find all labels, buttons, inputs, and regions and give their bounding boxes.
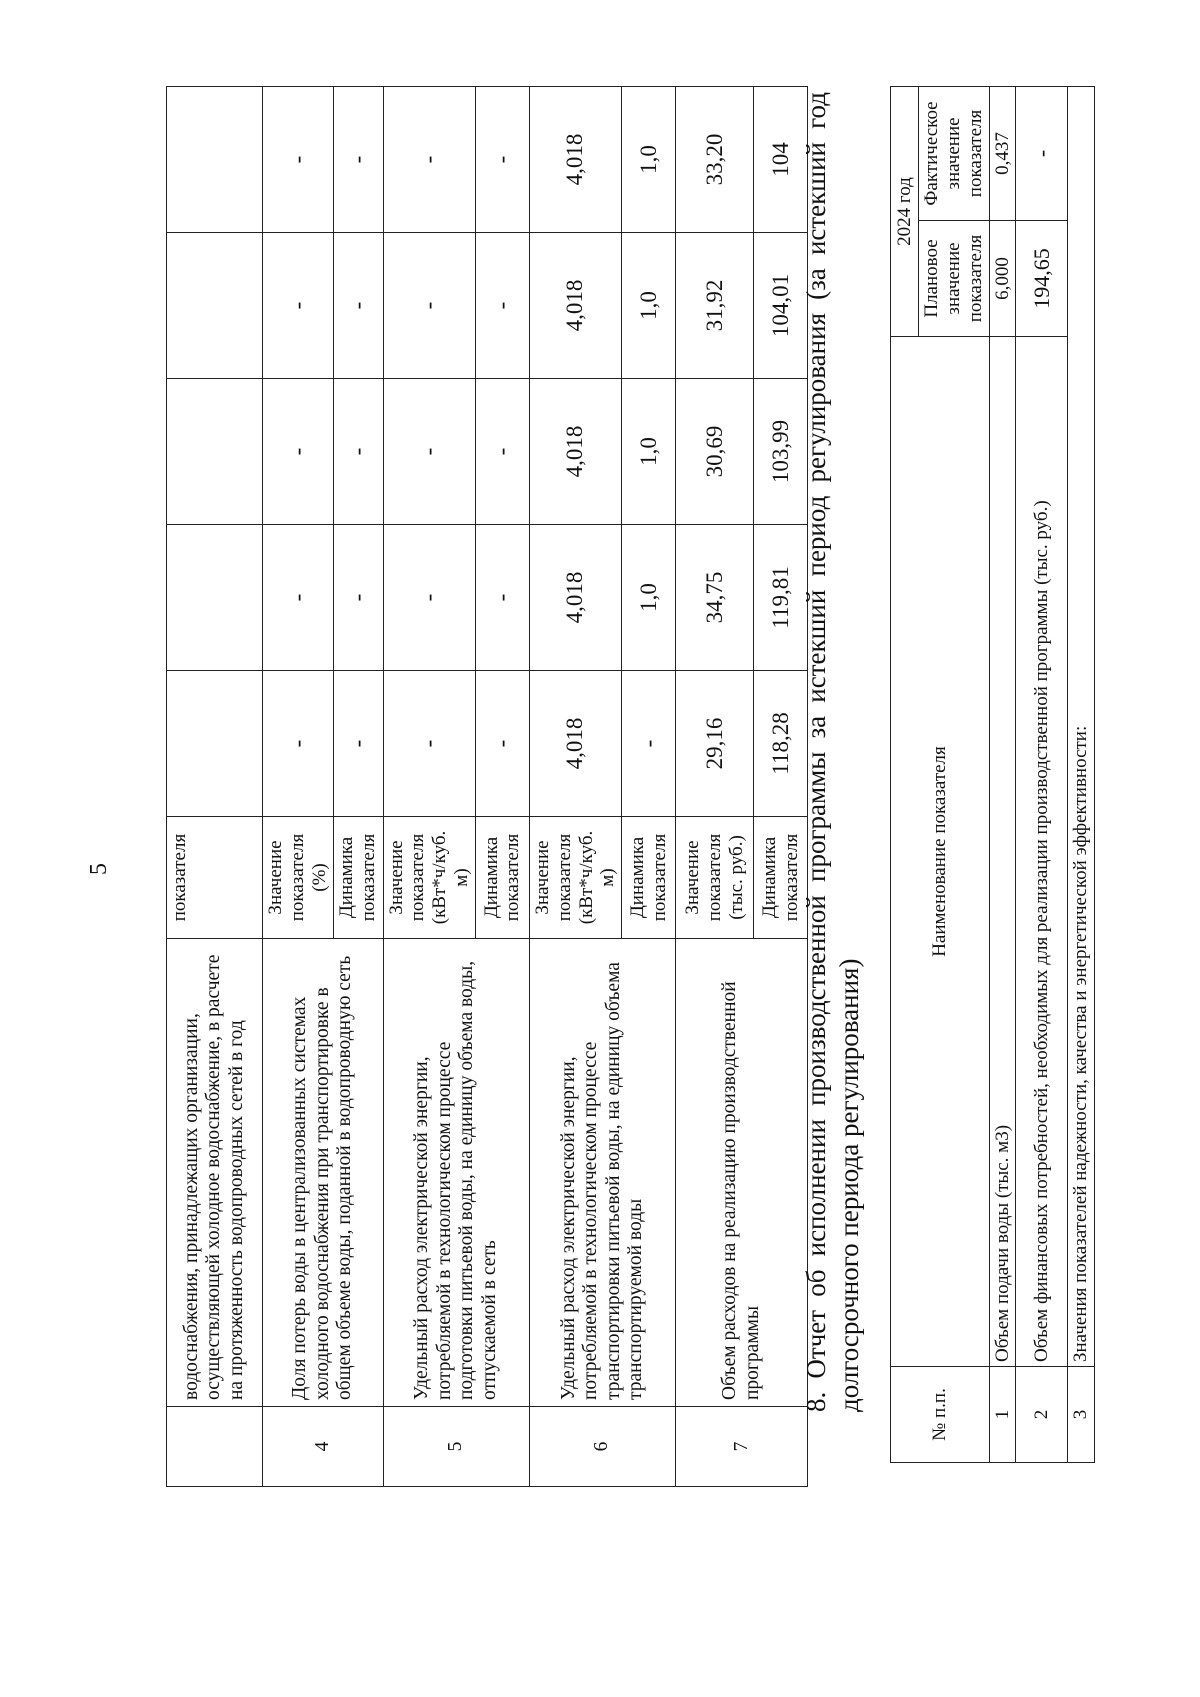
value-cell: - [333, 525, 383, 671]
table-cell [167, 1407, 263, 1487]
indicator-type: Динамика показателя [754, 817, 808, 939]
value-cell: 4,018 [529, 671, 621, 817]
table-row [383, 87, 475, 1487]
header-num: № п.п. [891, 1367, 990, 1463]
indicator-type: показателя [167, 817, 263, 939]
table-row [989, 86, 1016, 1462]
table-cell [167, 525, 263, 671]
value-cell: - [475, 87, 529, 233]
value-cell: - [475, 671, 529, 817]
value-cell: - [263, 233, 334, 379]
row-number: 1 [989, 1367, 1016, 1463]
indicator-name: Объем подачи воды (тыс. м3) [989, 337, 1016, 1367]
indicator-name: Объем финансовых потребностей, необходимых для реализации производственной программы (тыс. руб.) [1016, 337, 1068, 1367]
value-cell: - [383, 671, 475, 817]
row-number: 2 [1016, 1367, 1068, 1463]
indicator-type: Значение показателя (%) [263, 817, 334, 939]
indicator-type: Значение показателя (кВт*ч/куб. м) [529, 817, 621, 939]
section-heading-line1: 8. Отчет об исполнении производственной программы за истекший период регулирования (за истекший год [801, 92, 831, 1412]
value-cell: 1,0 [622, 233, 676, 379]
indicator-name: Объем расходов на реализацию производственной программы [676, 939, 808, 1407]
value-cell: - [333, 671, 383, 817]
value-cell: - [263, 671, 334, 817]
value-cell: 4,018 [529, 525, 621, 671]
value-cell: - [333, 379, 383, 525]
value-cell: - [475, 233, 529, 379]
indicator-type: Динамика показателя [475, 817, 529, 939]
header-year: 2024 год [891, 86, 919, 336]
indicator-name: Доля потерь воды в централизованных системах холодного водоснабжения при транспортировке в общем объеме воды, поданной в водопроводную сеть [263, 939, 384, 1407]
table-row [167, 87, 263, 1487]
section-heading [800, 92, 866, 1412]
row-number: 5 [383, 1407, 529, 1487]
section-heading-line2: долгосрочного периода регулирования) [834, 958, 864, 1412]
header-name: Наименование показателя [891, 337, 990, 1367]
value-cell: - [333, 233, 383, 379]
value-cell: - [383, 87, 475, 233]
value-cell: 119,81 [754, 525, 808, 671]
indicator-name: Удельный расход электрической энергии, потребляемой в технологическом процессе транспортировки питьевой воды, на единицу объема транспортируемой воды [529, 939, 675, 1407]
value-cell: - [263, 87, 334, 233]
indicator-type: Значение показателя (кВт*ч/куб. м) [383, 817, 475, 939]
plan-value: 6,000 [989, 221, 1016, 337]
table-row [891, 86, 919, 1462]
value-cell: 104,01 [754, 233, 808, 379]
fact-value: 0,437 [989, 86, 1016, 220]
value-cell: 4,018 [529, 233, 621, 379]
row-number: 7 [676, 1407, 808, 1487]
value-cell: 1,0 [622, 87, 676, 233]
value-cell: 103,99 [754, 379, 808, 525]
value-cell: 4,018 [529, 379, 621, 525]
value-cell: - [622, 671, 676, 817]
value-cell: 1,0 [622, 525, 676, 671]
value-cell: 4,018 [529, 87, 621, 233]
indicator-name: Удельный расход электрической энергии, потребляемой в технологическом процессе подготовки питьевой воды, на единицу объема воды, отпускаемой в сеть [383, 939, 529, 1407]
value-cell: 34,75 [676, 525, 754, 671]
value-cell: 1,0 [622, 379, 676, 525]
value-cell: 33,20 [676, 87, 754, 233]
header-plan: Плановое значение показателя [919, 221, 990, 337]
indicator-type: Динамика показателя [622, 817, 676, 939]
indicator-name: водоснабжения, принадлежащих организации, осуществляющей холодное водоснабжение, в расчете на протяженность водопроводных сетей в год [167, 939, 263, 1407]
value-cell: - [263, 379, 334, 525]
table-cell [167, 671, 263, 817]
value-cell: - [383, 233, 475, 379]
table-row [263, 87, 334, 1487]
row-number: 3 [1068, 1367, 1095, 1463]
table-row [1068, 86, 1095, 1462]
indicator-type: Значение показателя (тыс. руб.) [676, 817, 754, 939]
value-cell: - [475, 525, 529, 671]
value-cell: 30,69 [676, 379, 754, 525]
fact-value: - [1016, 86, 1068, 220]
value-cell: 118,28 [754, 671, 808, 817]
table-cell [167, 379, 263, 525]
value-cell: - [263, 525, 334, 671]
table-row [676, 87, 754, 1487]
indicator-name: Значения показателей надежности, качества и энергетической эффективности: [1068, 86, 1095, 1366]
value-cell: - [383, 525, 475, 671]
indicator-type: Динамика показателя [333, 817, 383, 939]
indicators-table [166, 86, 808, 1487]
value-cell: - [475, 379, 529, 525]
value-cell: - [333, 87, 383, 233]
row-number: 6 [529, 1407, 675, 1487]
page-number: 5 [86, 863, 112, 875]
table-cell [167, 233, 263, 379]
table-row [529, 87, 621, 1487]
value-cell: 31,92 [676, 233, 754, 379]
header-fact: Фактическое значение показателя [919, 86, 990, 220]
row-number: 4 [263, 1407, 384, 1487]
value-cell: - [383, 379, 475, 525]
table-row [1016, 86, 1068, 1462]
report-table [890, 86, 1095, 1463]
table-cell [167, 87, 263, 233]
plan-value: 194,65 [1016, 221, 1068, 337]
value-cell: 104 [754, 87, 808, 233]
value-cell: 29,16 [676, 671, 754, 817]
